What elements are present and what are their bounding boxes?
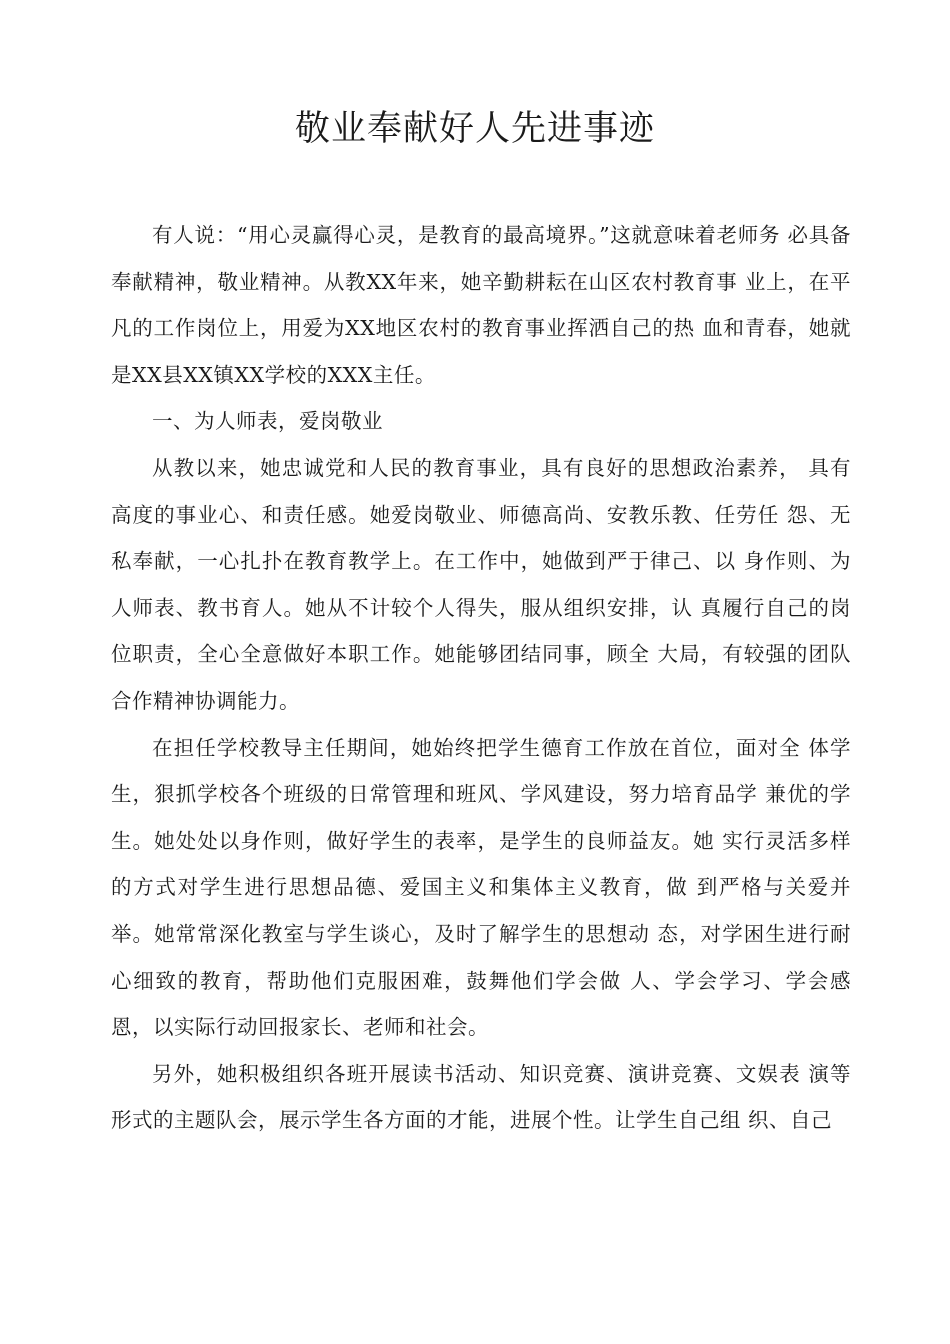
paragraph-dedication: 从教以来，她忠诚党和人民的教育事业，具有良好的思想政治素养， 具有高度的事业心、和责任感。她爱岗敬业、师德高尚、安教乐教、任劳任 怨、无私奉献，一心扎扑在教育教学上。在工作中，她做到严于律己、以 身作则、为人师表、教书育人。她从不计较个人得失，服从组织安排，认 真履行自己的岗位职责，全心全意做好本职工作。她能够团结同事，顾全 大局，有较强的团队合作精神协调能力。: [111, 455, 851, 713]
document-title: 敬业奉献好人先进事迹: [294, 109, 655, 149]
paragraph-moral-education: 在担任学校教导主任期间，她始终把学生德育工作放在首位，面对全 体学生，狠抓学校各个班级的日常管理和班风、学风建设，努力培育品学 兼优的学生。她处处以身作则，做好学生的表率，是学生的良师益友。她 实行灵活多样的方式对学生进行思想品德、爱国主义和集体主义教育，做 到严格与关爱并举。她常常深化教室与学生谈心，及时了解学生的思想动 态，对学困生进行耐心细致的教育，帮助他们克服困难，鼓舞他们学会做 人、学会学习、学会感恩，以实际行动回报家长、老师和社会。: [111, 735, 851, 1040]
paragraph-activities: 另外，她积极组织各班开展读书活动、知识竞赛、演讲竞赛、文娱表 演等形式的主题队会，展示学生各方面的才能，进展个性。让学生自己组 织、自己: [111, 1061, 851, 1133]
paragraph-intro: 有人说：“用心灵赢得心灵，是教育的最高境界。”这就意味着老师务 必具备奉献精神，敬业精神。从教XX年来，她辛勤耕耘在山区农村教育事 业上，在平凡的工作岗位上，用爱为XX地区农村的教育事业挥洒自己的热 血和青春，她就是XX县XX镇XX学校的XXX主任。: [111, 223, 851, 387]
document-body: [111, 212, 851, 1144]
section-heading: 一、为人师表，爱岗敬业: [152, 409, 383, 434]
